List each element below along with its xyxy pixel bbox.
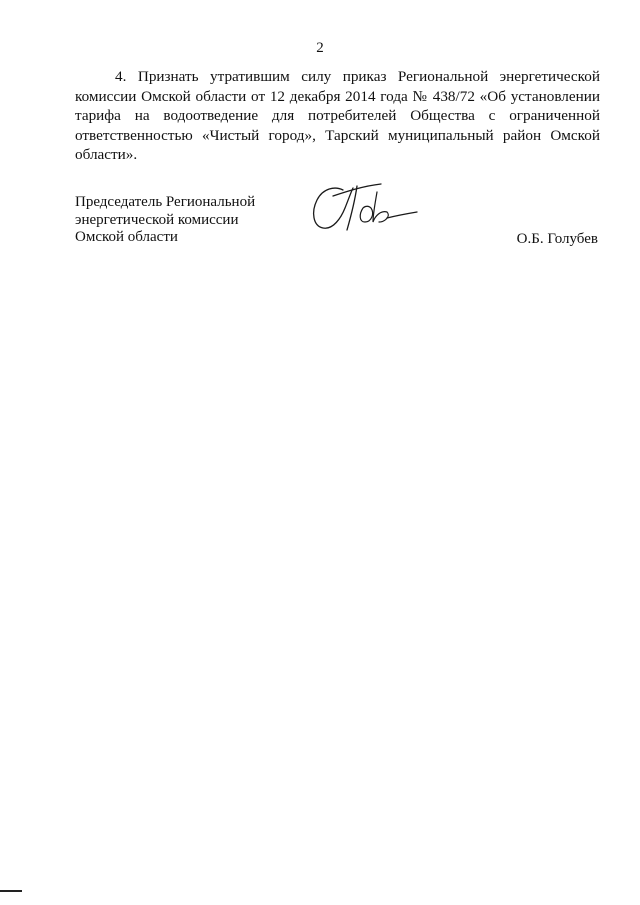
handwritten-signature-icon (305, 178, 430, 238)
page-edge-mark (0, 890, 22, 892)
signer-title-line-1: Председатель Региональной (75, 194, 256, 210)
paragraph-item-4: 4. Признать утратившим силу приказ Региональной энергетической комиссии Омской области от 12 декабря 2014 года № 438/72 «Об установлении тарифа на водоотведение для потребителей Общества с ограниченной ответственностью «Чистый город», Тарский муниципальный район Омской области». (75, 68, 600, 163)
signer-name: О.Б. Голубев (516, 231, 598, 247)
signer-title-line-3: Омской области (75, 229, 178, 245)
page-number: 2 (316, 40, 324, 56)
signer-title (75, 194, 305, 247)
signer-title-line-2: энергетической комиссии (75, 211, 239, 228)
